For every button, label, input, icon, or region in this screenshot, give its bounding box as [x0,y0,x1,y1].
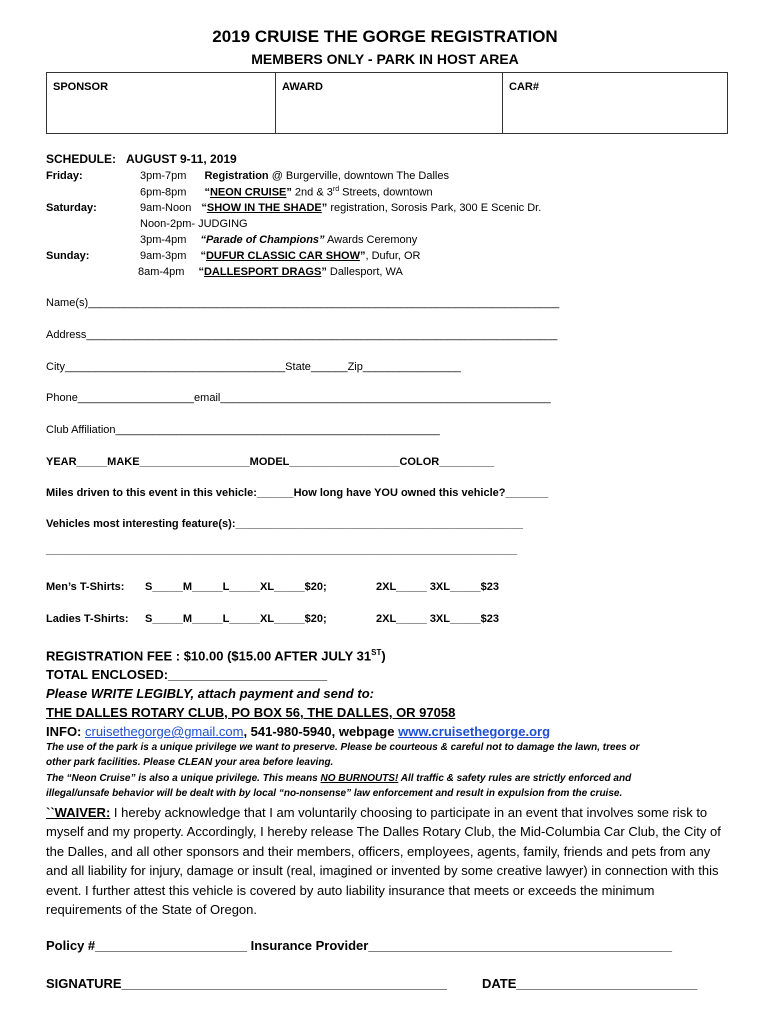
info-line: INFO: cruisethegorge@gmail.com, 541-980-5940, webpage www.cruisethegorge.org [46,724,551,739]
sponsor-cell[interactable] [47,73,276,133]
schedule-dates: AUGUST 9-11, 2019 [126,152,237,166]
date-field[interactable]: DATE_________________________ [482,976,698,991]
phone-email-field[interactable]: Phone___________________email______________________________________________________ [46,392,551,404]
features-field-line-2[interactable]: _____________________________________________________________________________ [46,544,518,556]
page-title: 2019 CRUISE THE GORGE REGISTRATION [212,27,558,46]
total-enclosed-field[interactable]: TOTAL ENCLOSED:______________________ [46,667,328,682]
signature-field[interactable]: SIGNATURE_____________________________________________ [46,976,447,991]
write-legibly-instruction: Please WRITE LEGIBLY, attach payment and send to: [46,686,374,701]
award-cell[interactable] [276,73,503,133]
page-subtitle: MEMBERS ONLY - PARK IN HOST AREA [251,51,519,67]
schedule-row-1: 3pm-7pm Registration @ Burgerville, downtown The Dalles [140,170,449,182]
policy-insurance-field[interactable]: Policy #_____________________ Insurance Provider__________________________________________ [46,938,673,953]
park-note-line-1: The use of the park is a unique privilege we want to preserve. Please be courteous & careful not to damage the lawn, trees or [46,742,640,753]
park-note-line-2: other park facilities. Please CLEAN your area before leaving. [46,757,334,768]
neon-cruise-note-line-1: The “Neon Cruise” is also a unique privilege. This means NO BURNOUTS! All traffic & safety rules are strictly enforced and [46,773,632,784]
club-affiliation-field[interactable]: Club Affiliation_____________________________________________________ [46,424,440,436]
miles-owned-field[interactable]: Miles driven to this event in this vehicle:______How long have YOU owned this vehicle?_______ [46,487,549,499]
registration-fee: REGISTRATION FEE : $10.00 ($15.00 AFTER JULY 31ST) [46,648,386,664]
schedule-row-6: 9am-3pm “DUFUR CLASSIC CAR SHOW”, Dufur, OR [140,250,421,262]
names-field[interactable]: Name(s)_____________________________________________________________________________ [46,297,560,309]
ladies-tshirts-sizes[interactable]: S_____M_____L_____XL_____$20; [145,613,327,625]
schedule-row-3: 9am-Noon “SHOW IN THE SHADE” registration, Sorosis Park, 300 E Scenic Dr. [140,202,542,214]
mens-tshirts-sizes[interactable]: S_____M_____L_____XL_____$20; [145,581,327,593]
mens-tshirts-xl-sizes[interactable]: 2XL_____ 3XL_____$23 [376,581,499,593]
waiver-paragraph [46,803,730,919]
mailing-address: THE DALLES ROTARY CLUB, PO BOX 56, THE DALLES, OR 97058 [46,705,456,720]
city-state-zip-field[interactable]: City____________________________________State______Zip________________ [46,361,461,373]
website-link[interactable]: www.cruisethegorge.org [398,724,551,739]
ladies-tshirts-xl-sizes[interactable]: 2XL_____ 3XL_____$23 [376,613,499,625]
ladies-tshirts-label: Ladies T-Shirts: [46,613,129,625]
sponsor-label: SPONSOR [53,81,109,93]
mens-tshirts-label: Men’s T-Shirts: [46,581,125,593]
waiver-text: I hereby acknowledge that I am voluntarily choosing to participate in an event that involves some risk to myself and my property. Accordingly, I hereby release The Dalles Rotary Club, the Mid-Columbia Car Club, the City of the Dalles, and all other sponsors and their members, officers, employees, agents, family, friends and pets from any and all liability for injury, damage or insult (real, imagined or invented by some creative lawyer) in connection with this event. I further attest this vehicle is covered by auto liability insurance that meets or exceeds the minimum requirements of the State of Oregon. [46,805,721,918]
award-label: AWARD [282,81,323,93]
sponsor-award-car-table [46,72,728,134]
saturday-label: Saturday: [46,202,97,214]
car-number-label: CAR# [509,81,539,93]
car-number-cell[interactable] [503,73,727,133]
address-field[interactable]: Address_____________________________________________________________________________ [46,329,558,341]
friday-label: Friday: [46,170,83,182]
features-field[interactable]: Vehicles most interesting feature(s):_______________________________________________ [46,518,524,530]
sunday-label: Sunday: [46,250,90,262]
vehicle-field[interactable]: YEAR_____MAKE__________________MODEL__________________COLOR_________ [46,456,495,468]
schedule-label: SCHEDULE: [46,152,117,166]
schedule-row-4: Noon-2pm- JUDGING [140,218,248,230]
neon-cruise-note-line-2: illegal/unsafe behavior will be dealt with by local “no-nonsense” law enforcement and result in expulsion from the cruise. [46,788,623,799]
schedule-row-5: 3pm-4pm “Parade of Champions” Awards Ceremony [140,234,418,246]
schedule-row-7: 8am-4pm “DALLESPORT DRAGS” Dallesport, WA [138,266,403,278]
email-link[interactable]: cruisethegorge@gmail.com [85,724,244,739]
waiver-label: ``WAIVER: [46,805,111,820]
schedule-row-2: 6pm-8pm “NEON CRUISE” 2nd & 3rd Streets, downtown [140,186,433,199]
